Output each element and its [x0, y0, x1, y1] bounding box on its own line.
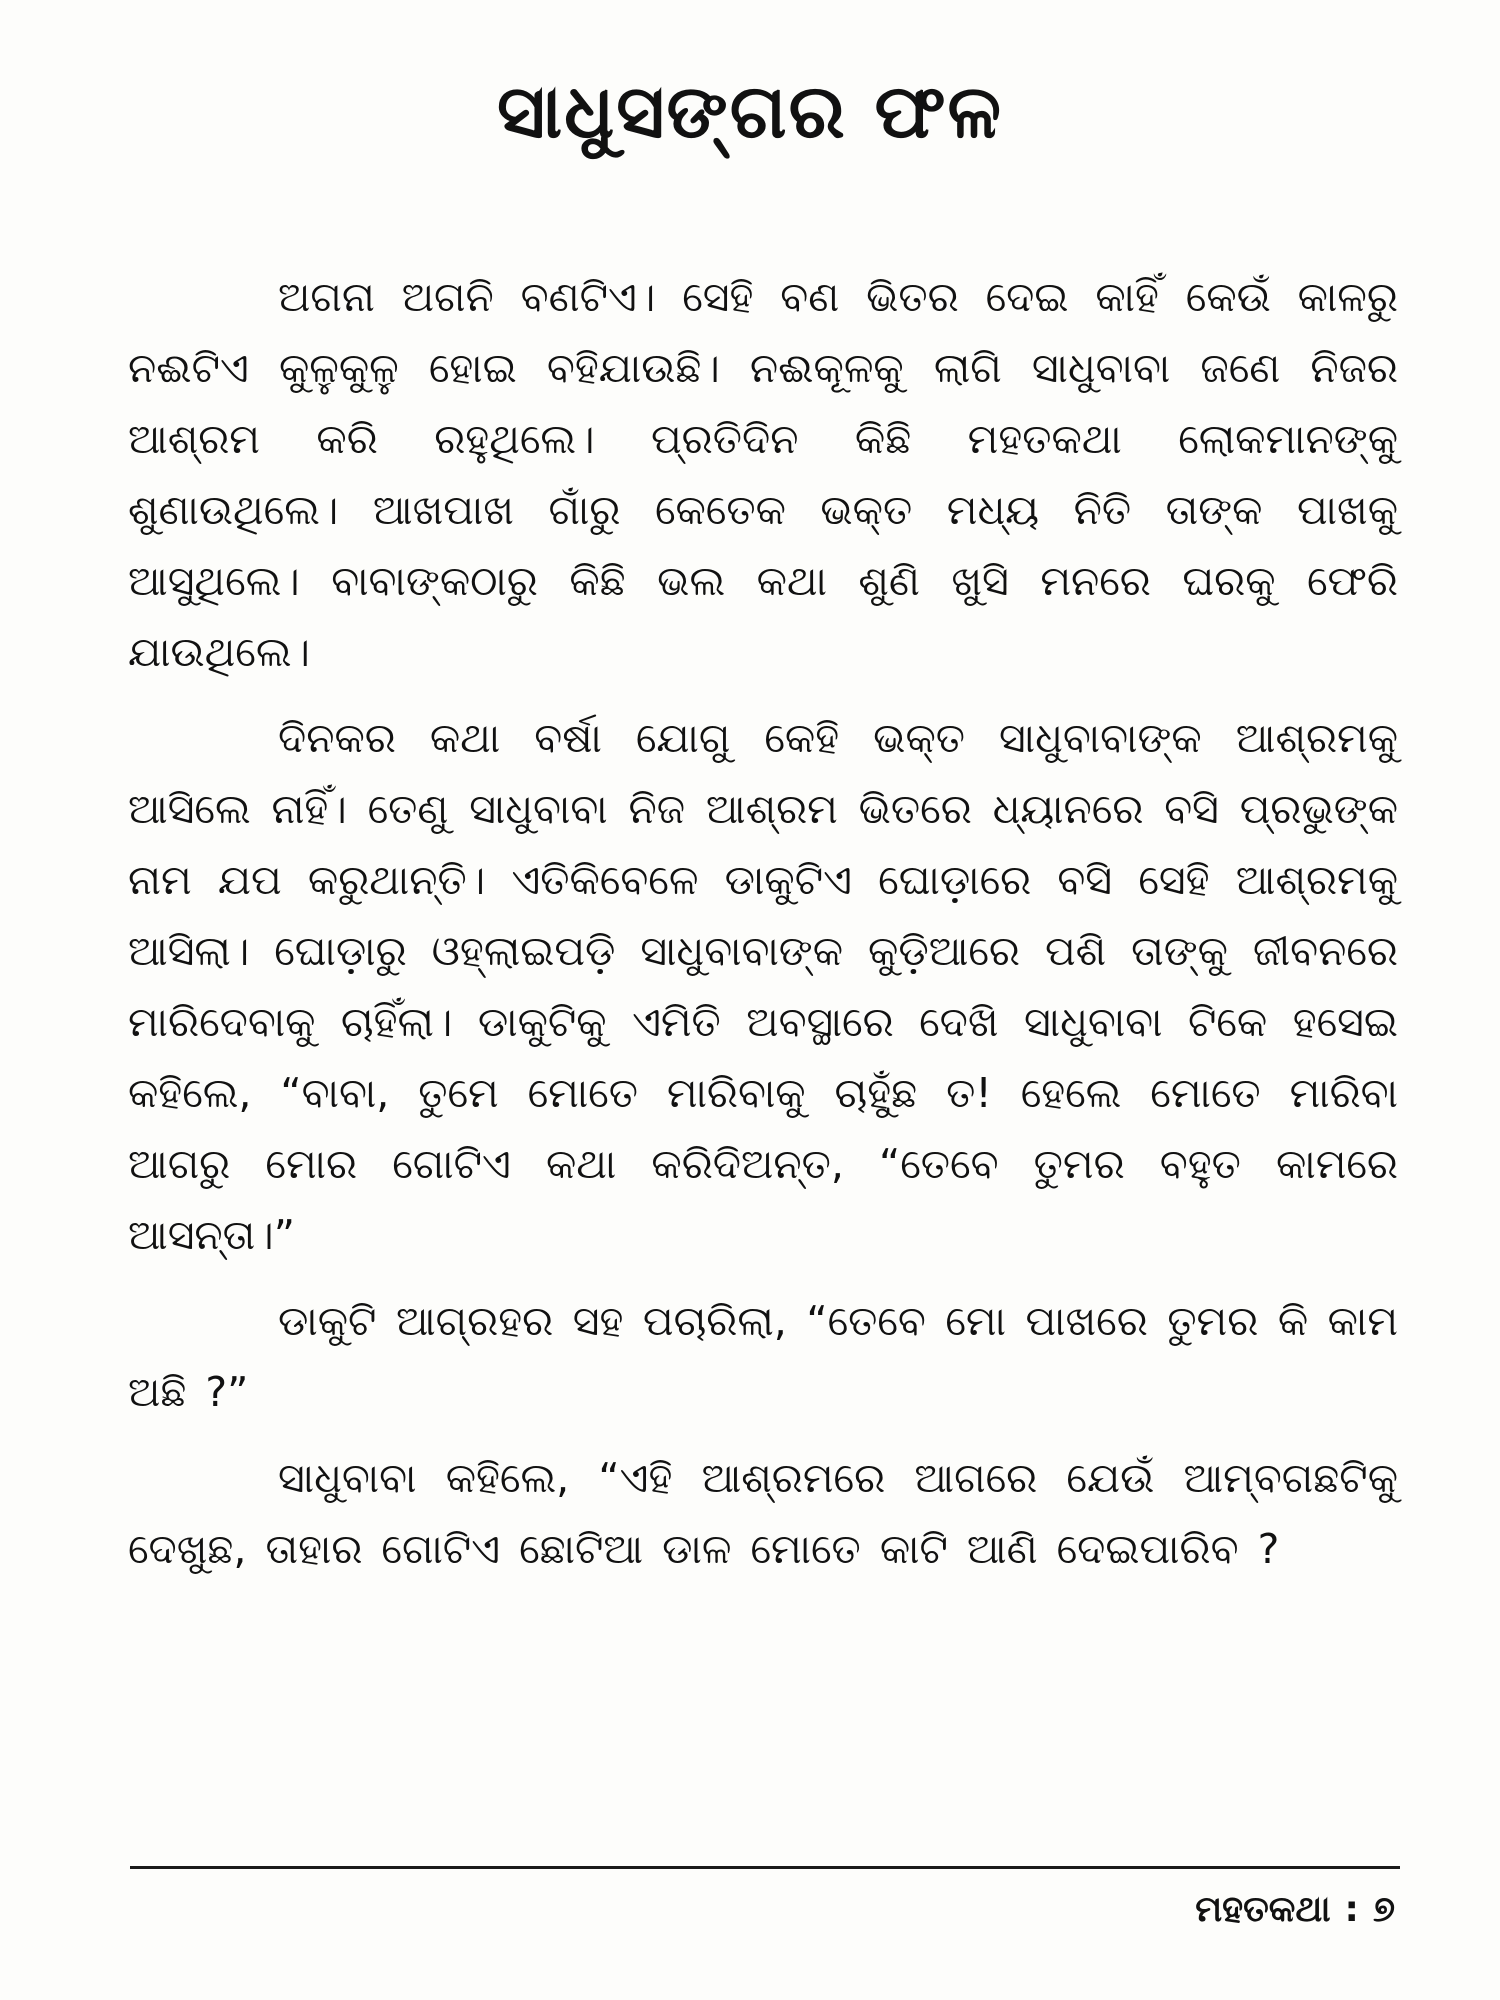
paragraph-4: ସାଧୁବାବା କହିଲେ, “ଏହି ଆଶ୍ରମରେ ଆଗରେ ଯେଉଁ ଆମ୍ବଗଛଟିକୁ ଦେଖୁଛ, ତାହାର ଗୋଟିଏ ଛୋଟିଆ ଡାଳ ମୋତେ କାଟି ଆଣି ଦେଇପାରିବ ?: [128, 1454, 1398, 1573]
footer-separator: :: [1344, 1889, 1359, 1930]
page-number: ୭: [1372, 1889, 1395, 1930]
paragraph-3: ଡାକୁଟି ଆଗ୍ରହର ସହ ପଚାରିଲା, “ତେବେ ମୋ ପାଖରେ ତୁମର କି କାମ ଅଛି ?”: [128, 1297, 1398, 1416]
story-body: [128, 262, 1398, 1600]
page-footer: [1195, 1880, 1395, 1940]
footer-divider: [130, 1866, 1400, 1869]
paragraph-1: ଅଗନା ଅଗନି ବଣଟିଏ। ସେହି ବଣ ଭିତର ଦେଇ କାହିଁ କେଉଁ କାଳରୁ ନଈଟିଏ କୁଳୁକୁଳୁ ହୋଇ ବହିଯାଉଛି। ନଈକୂଳକୁ ଲାଗି ସାଧୁବାବା ଜଣେ ନିଜର ଆଶ୍ରମ କରି ରହୁଥିଲେ। ପ୍ରତିଦିନ କିଛି ମହତକଥା ଲୋକମାନଙ୍କୁ ଶୁଣାଉଥିଲେ। ଆଖପାଖ ଗାଁରୁ କେତେକ ଭକ୍ତ ମଧ୍ୟ ନିତି ତାଙ୍କ ପାଖକୁ ଆସୁଥିଲେ। ବାବାଙ୍କଠାରୁ କିଛି ଭଲ କଥା ଶୁଣି ଖୁସି ମନରେ ଘରକୁ ଫେରି ଯାଉଥିଲେ।: [128, 273, 1398, 676]
story-title: ସାଧୁସଙ୍ଗର ଫଳ: [497, 69, 1003, 155]
paragraph-2: ଦିନକର କଥା ବର୍ଷା ଯୋଗୁ କେହି ଭକ୍ତ ସାଧୁବାବାଙ୍କ ଆଶ୍ରମକୁ ଆସିଲେ ନାହିଁ। ତେଣୁ ସାଧୁବାବା ନିଜ ଆଶ୍ରମ ଭିତରେ ଧ୍ୟାନରେ ବସି ପ୍ରଭୁଙ୍କ ନାମ ଯପ କରୁଥାନ୍ତି। ଏତିକିବେଳେ ଡାକୁଟିଏ ଘୋଡ଼ାରେ ବସି ସେହି ଆଶ୍ରମକୁ ଆସିଲା। ଘୋଡ଼ାରୁ ଓହ୍ଲାଇପଡ଼ି ସାଧୁବାବାଙ୍କ କୁଡ଼ିଆରେ ପଶି ତାଙ୍କୁ ଜୀବନରେ ମାରିଦେବାକୁ ଚାହିଁଲା। ଡାକୁଟିକୁ ଏମିତି ଅବସ୍ଥାରେ ଦେଖି ସାଧୁବାବା ଟିକେ ହସେଇ କହିଲେ, “ବାବା, ତୁମେ ମୋତେ ମାରିବାକୁ ଚାହୁଁଛ ତ! ହେଲେ ମୋତେ ମାରିବା ଆଗରୁ ମୋର ଗୋଟିଏ କଥା କରିଦିଅନ୍ତ, “ତେବେ ତୁମର ବହୁତ କାମରେ ଆସନ୍ତା।”: [128, 714, 1399, 1259]
footer-book-name: ମହତକଥା: [1195, 1889, 1331, 1930]
